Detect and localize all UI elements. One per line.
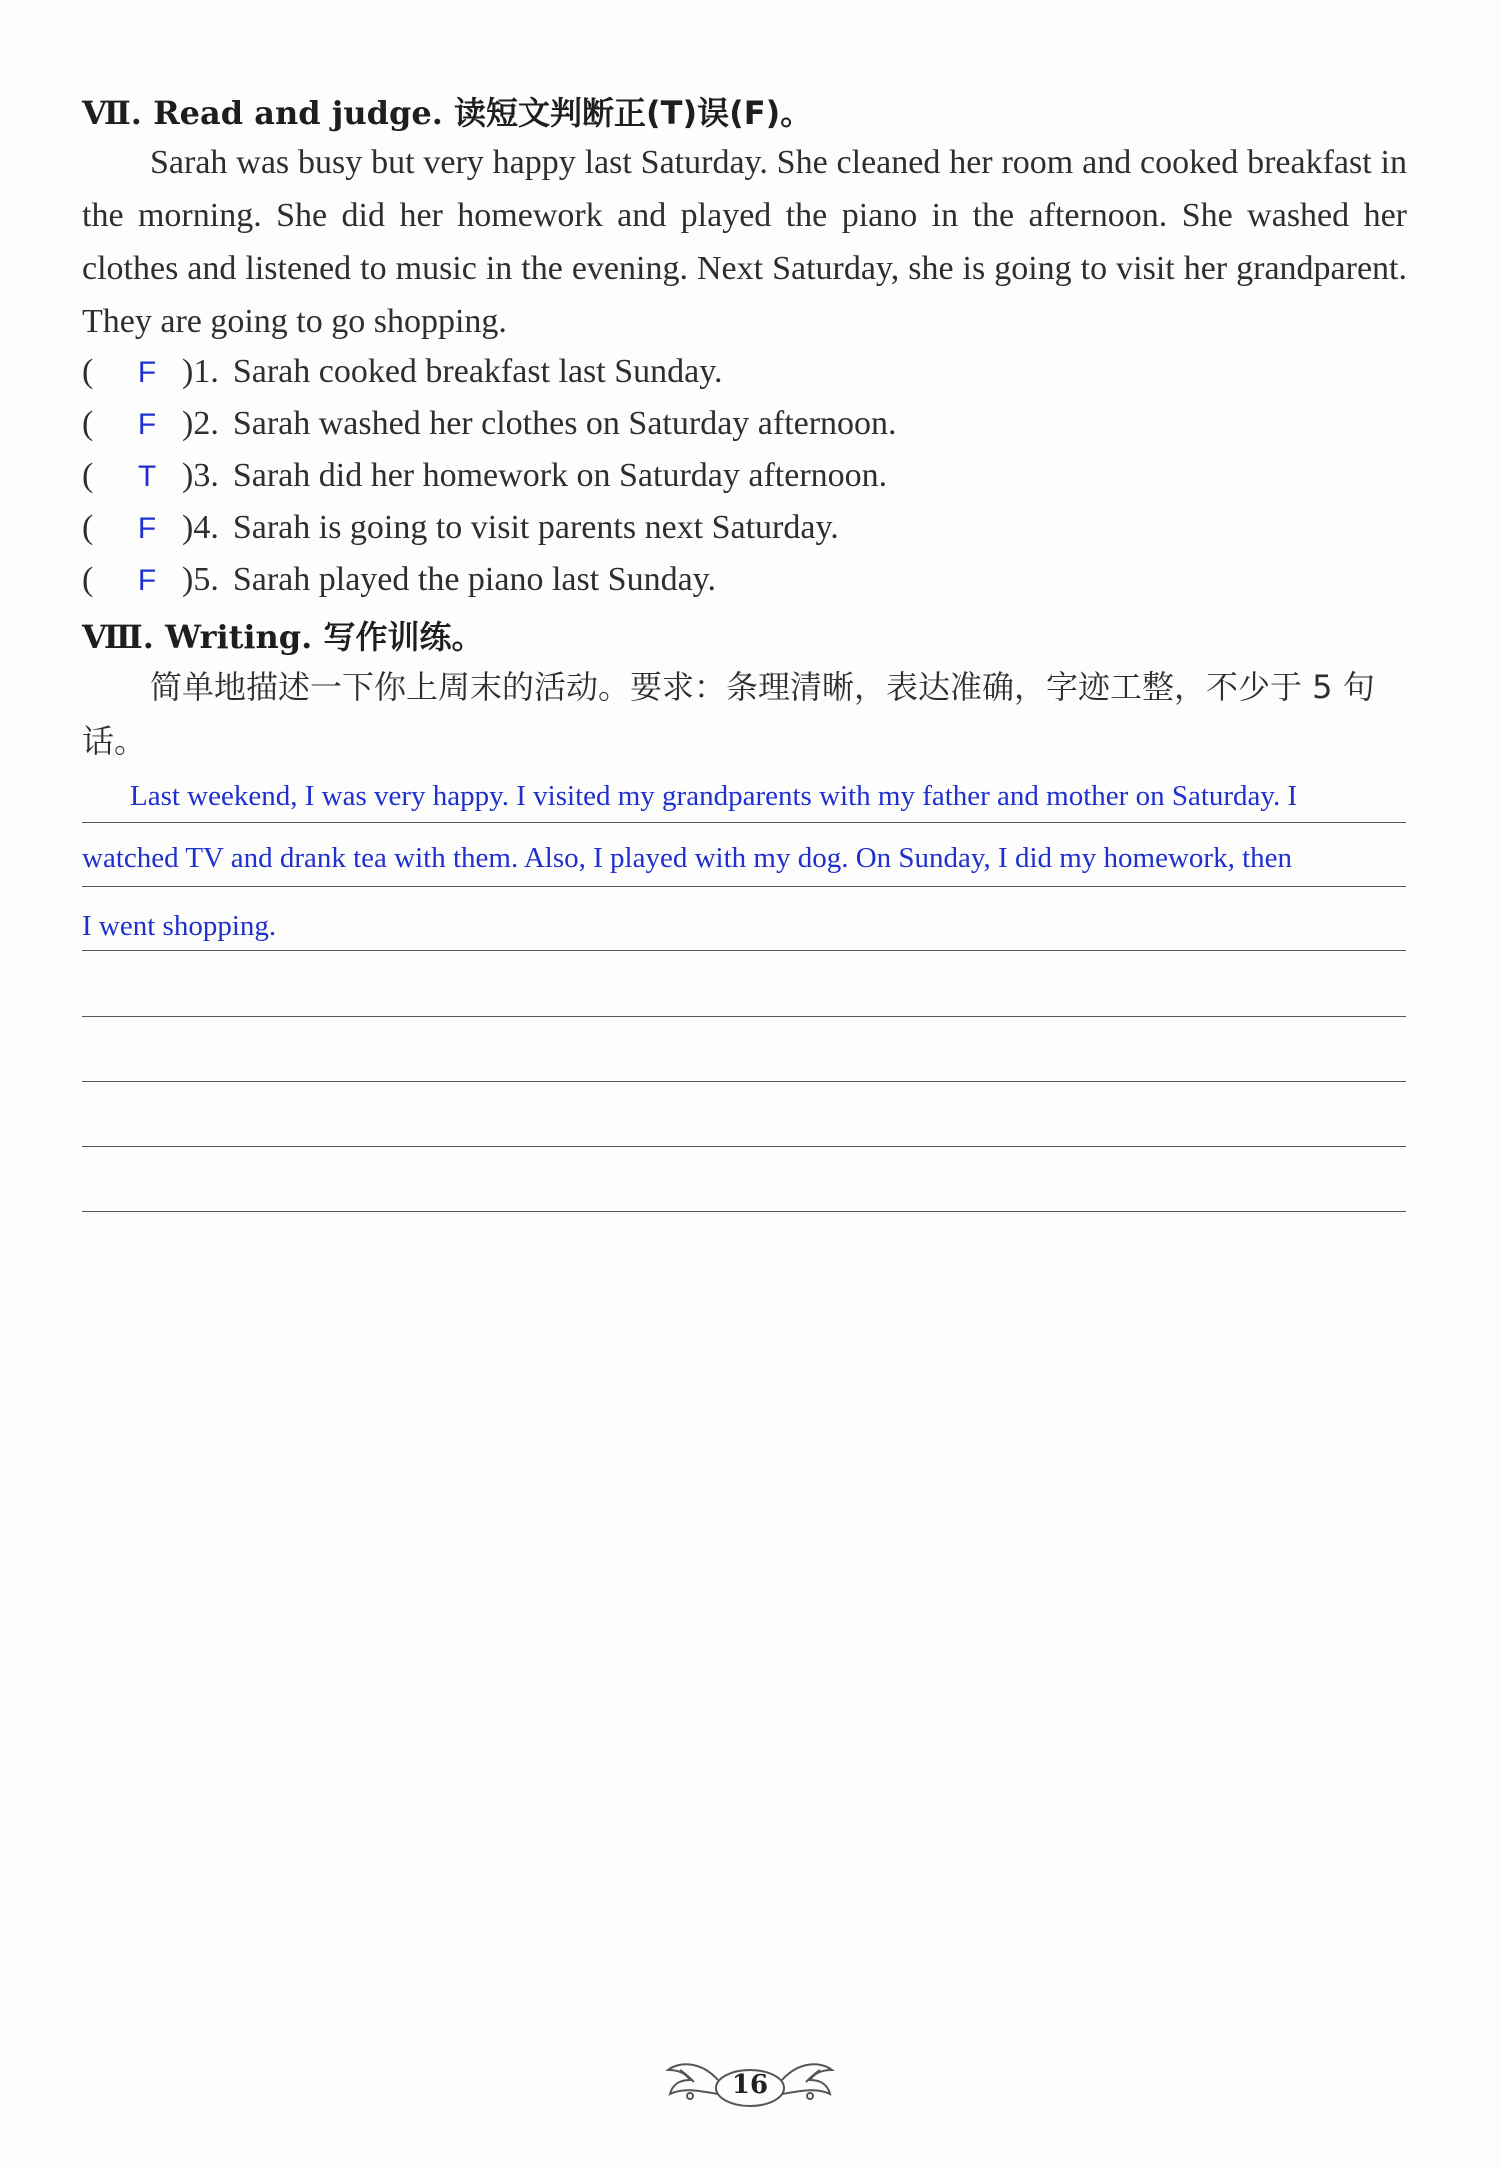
section-7-numeral: Ⅶ. <box>82 94 142 132</box>
judge-item-2: ( F )2. Sarah washed her clothes on Saturday afternoon. <box>82 398 897 450</box>
page-number-badge <box>660 2040 840 2120</box>
section-7-title-zh: 读短文判断正(T)误(F)。 <box>454 94 813 132</box>
instruction-text: 简单地描述一下你上周末的活动。要求：条理清晰，表达准确，字迹工整，不少于 5 句话。 <box>82 668 1375 760</box>
essay-line-1: Last weekend, I was very happy. I visited my grandparents with my father and mother on Saturday. I <box>130 780 1298 812</box>
writing-instruction <box>82 660 1407 768</box>
section-7-heading <box>82 88 812 134</box>
item-number-5: )5. <box>182 561 219 598</box>
answer-4: F <box>137 512 157 545</box>
judge-item-5: ( F )5. Sarah played the piano last Sunday. <box>82 554 716 606</box>
section-7-title-en: Read and judge. <box>153 94 443 132</box>
writing-rule-5 <box>82 1081 1406 1082</box>
essay-line-3: I went shopping. <box>82 910 277 942</box>
writing-rule-6 <box>82 1146 1406 1147</box>
item-text-5: Sarah played the piano last Sunday. <box>232 561 716 598</box>
item-text-2: Sarah washed her clothes on Saturday afternoon. <box>232 405 897 442</box>
passage-text: Sarah was busy but very happy last Saturday. She cleaned her room and cooked breakfast in the morning. She did her homework and played the piano in the afternoon. She washed her clothes and listened to music in the evening. Next Saturday, she is going to visit her grandparent. They are going to go shopping. <box>82 144 1407 340</box>
judge-item-3: ( T )3. Sarah did her homework on Saturday afternoon. <box>82 450 887 502</box>
judge-item-4: ( F )4. Sarah is going to visit parents next Saturday. <box>82 502 839 554</box>
answer-3: T <box>137 460 157 493</box>
answer-2: F <box>137 408 157 441</box>
item-text-1: Sarah cooked breakfast last Sunday. <box>232 353 723 390</box>
answer-1: F <box>137 356 157 389</box>
item-number-4: )4. <box>182 509 219 546</box>
writing-rule-2 <box>82 886 1406 887</box>
writing-rule-7 <box>82 1211 1406 1212</box>
answer-5: F <box>137 564 157 597</box>
judge-item-1: ( F )1. Sarah cooked breakfast last Sunday. <box>82 346 723 398</box>
section-8-title-zh: 写作训练。 <box>323 618 484 656</box>
writing-rule-4 <box>82 1016 1406 1017</box>
section-8-title-en: Writing. <box>165 618 313 656</box>
item-number-1: )1. <box>182 353 219 390</box>
item-number-2: )2. <box>182 405 219 442</box>
item-text-3: Sarah did her homework on Saturday afternoon. <box>232 457 888 494</box>
writing-rule-3 <box>82 950 1406 951</box>
section-8-heading <box>82 612 483 658</box>
item-number-3: )3. <box>182 457 219 494</box>
writing-rule-1 <box>82 822 1406 823</box>
reading-passage <box>82 136 1407 348</box>
item-text-4: Sarah is going to visit parents next Saturday. <box>232 509 839 546</box>
essay-line-2: watched TV and drank tea with them. Also, I played with my dog. On Sunday, I did my homework, then <box>82 842 1293 874</box>
section-8-numeral: Ⅷ. <box>82 618 154 656</box>
page-number: 16 <box>731 2070 769 2100</box>
